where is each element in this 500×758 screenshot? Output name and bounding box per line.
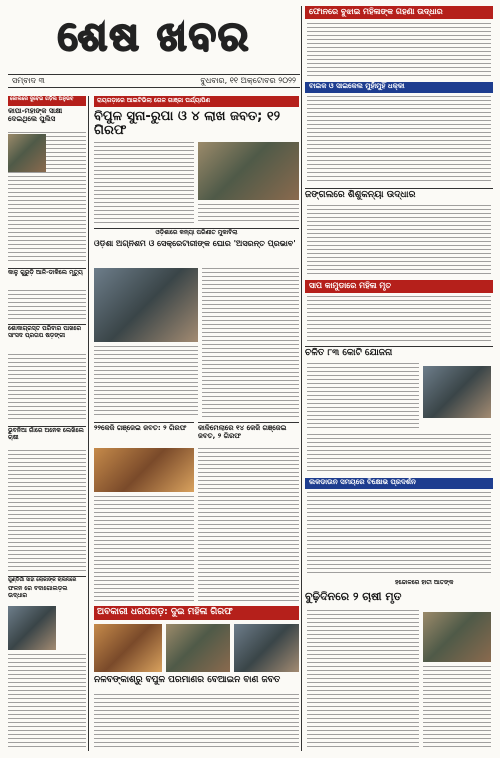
left-head-3: ଶୋକାଗ୍ରସ୍ତ ପରିବାର ପାଖରେ ସାଂସଦ ପ୍ରତାପ ଷଡ଼ଙ୍ଗୀ: [8, 324, 86, 352]
left-head-4: ଭୁବନିଆ ଗାଁରେ ଅନେକ ଲେଖିଲେ ଚାଷୀ: [8, 426, 86, 448]
sub-photo: [94, 268, 198, 342]
left-head-2: କାଳୁ ଗୁରୁଡ଼ି ଆଳି-ଡାକିଲେ ମୃତ୍ୟୁ: [8, 268, 86, 288]
left-kicker: କୋଲରେ ଦୁବେଇ ଗଡ଼ିଲ ଅନୁଭବ: [8, 96, 86, 106]
right-story-3-text: [307, 205, 491, 277]
right-head-5: ଚଳିତ ୮୩ କୋଟି ଯୋଜନା: [305, 346, 493, 360]
left-head-5: ଫଳିନ ରେ ବଦାଗୋଲଡ଼ିଲ ଉଦ୍ଧାର: [8, 586, 68, 599]
right-head-6: ଲକଡାଉନ ସମୟରେ ବିକ୍ଷୋଭ ପ୍ରଦର୍ଶନ: [305, 478, 493, 489]
right-story-7b-text: [423, 666, 491, 750]
story-2-headline: ୨୨କେଜି ଗଞ୍ଜେଇ ଜବତ: ୨ ଗିରଫ: [94, 422, 194, 446]
page-number: ସମ୍ବାଦ ୩: [12, 76, 45, 85]
bottom-photo-2: [166, 624, 230, 672]
story-2-text: [94, 496, 194, 602]
left-story-4-text: [8, 450, 86, 572]
masthead: [8, 6, 300, 66]
bottom-photo-3: [234, 624, 299, 672]
bottom-photo-1: [94, 624, 162, 672]
right-story-4-text: [307, 296, 491, 344]
right-story-1-text: [307, 23, 491, 79]
right-story-6-text: [307, 492, 491, 576]
dateline: [8, 74, 300, 88]
main-kicker: ରାୟଗଡ଼ାରେ ଆଇଟିଭିଲା ଗେଳ ଗାଞ୍ଜା ଘର୍ଯ୍ୟାପିଣ: [94, 96, 299, 107]
right-photo-2: [423, 612, 491, 662]
left-story-5-text: [8, 654, 86, 750]
sub-story-text-a: [202, 268, 299, 418]
left-head-1: କାପା-ମହାଙ୍କ ସାକ୍ଷୀ ଦେଇଥିଲେ ପୁଲିସ: [8, 108, 63, 123]
bottom-story-text: [94, 694, 299, 750]
left-story-3-text: [8, 354, 86, 422]
bottom-band-headline: ଅବକାରୀ ଧରପଗଡ଼: ଦୁଇ ମହିଳା ଗିରଫ: [94, 606, 299, 620]
story-3-headline: କାଳିମେଲାରେ ୧୪ କେଜି ଗଞ୍ଜେଇ ଜବତ, ୨ ଗିରଫ: [198, 422, 299, 446]
main-story-text-b: [198, 204, 299, 224]
right-story-2-text: [307, 96, 491, 184]
bottom-headline: ନଳବଙ୍କାଶ୍ରୁ ବିପୁଳ ପରିମାଣର ବେଆଇନ ବାଣ ଜବତ: [94, 676, 281, 685]
right-head-7-kicker: ହିନ୍ଦୋଳରେ ହାତୀ ଆତଙ୍କ: [395, 580, 454, 586]
right-head-1: ଫୋନରେ ବୁଝାଇ ମହିଳାଙ୍କ ଗହଣା ଉଦ୍ଧାର: [305, 6, 493, 19]
right-head-7: ବୁଢ଼ିଦିନରେ ୨ ଚାଷୀ ମୃତ: [305, 591, 402, 603]
issue-date: ବୁଧବାର, ୧୧ ଅକ୍ଟୋବର ୨୦୨୨: [200, 76, 296, 85]
right-story-5b-text: [307, 434, 491, 474]
left-photo-1: [8, 134, 46, 172]
sub-kicker: ଓଡ଼ିଶାରେ କନ୍ୟା ପରିଣୀତ ମୁକାବିଲା: [94, 228, 299, 238]
left-photo-2: [8, 606, 56, 650]
right-story-5-text: [307, 363, 419, 431]
right-head-4: ସାପ କାମୁଡାରେ ମହିଳା ମୃତ: [305, 280, 493, 293]
left-head-5-kicker: ଗୁଣ୍ଡିଗାଁ ସାହା ଲୋକାଙ୍କ ଚାଲନାରେ: [8, 576, 86, 585]
sub-headline: ଓଡ଼ିଶା ଅଗ୍ନିଶମ ଓ ସେକ୍ରେଟାରୀଙ୍କ ଘୋର 'ଅସରନ୍ତ ପ୍ରଭାବ': [94, 240, 296, 248]
story-2-photo: [94, 448, 194, 492]
right-story-7-text: [307, 610, 419, 750]
right-photo-1: [423, 366, 491, 418]
left-story-2-text: [8, 290, 86, 320]
story-3-text: [198, 448, 299, 602]
main-photo: [198, 142, 299, 200]
right-head-2: ବାଇକ ଓ ସାଇକେଲ ମୁହାଁମୁହିଁ ଧକ୍କା: [305, 82, 493, 93]
main-story-text-a: [94, 142, 194, 224]
right-head-3: ଜଙ୍ଗଲରେ ଶିଶୁକନ୍ୟା ଉଦ୍ଧାର: [305, 188, 493, 202]
masthead-title: ଶେଷ ଖବର: [57, 12, 251, 60]
main-headline: ବିପୁଳ ସୁନା-ରୁପା ଓ ୪ ଲାଖ ଜବତ; ୧୨ ଗିରଫ: [94, 110, 281, 139]
sub-story-text-b: [94, 346, 198, 418]
column-rule-left: [88, 96, 89, 751]
column-rule-right: [301, 6, 302, 751]
